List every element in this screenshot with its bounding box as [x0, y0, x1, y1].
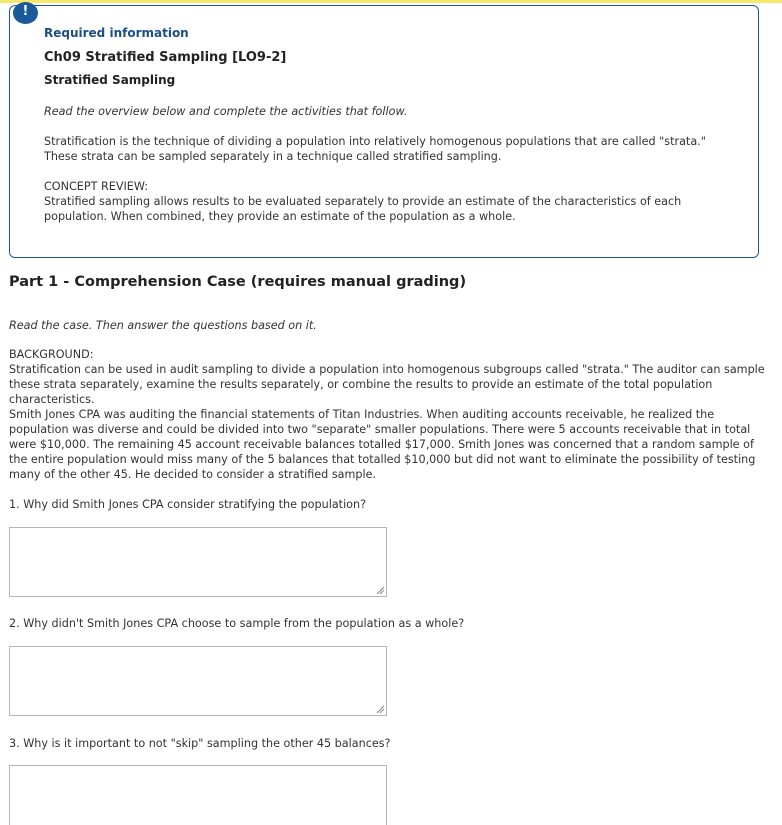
case-instruction: Read the case. Then answer the questions based on it. — [9, 319, 317, 332]
overview-paragraph-line: Stratification is the technique of dividing a population into relatively homogenous populations that are called "strata." — [44, 135, 706, 148]
background-line: population was diverse and could be divided into two "separate" smaller populations. There were 5 accounts receivable that in total — [9, 423, 751, 436]
overview-instruction: Read the overview below and complete the activities that follow. — [44, 105, 408, 118]
chapter-title: Ch09 Stratified Sampling [LO9-2] — [44, 50, 287, 65]
background-line: these strata separately, examine the results separately, or combine the results to provide an estimate of the total population — [9, 378, 713, 391]
background-line: many of the other 45. He decided to consider a stratified sample. — [9, 468, 377, 481]
resize-handle-icon[interactable] — [376, 705, 385, 714]
resize-handle-icon[interactable] — [376, 586, 385, 595]
answer-3-textarea[interactable] — [9, 765, 387, 825]
concept-review-line: Stratified sampling allows results to be evaluated separately to provide an estimate of the characteristics of each — [44, 195, 682, 208]
background-line: were $10,000. The remaining 45 account receivable balances totalled $17,000. Smith Jones was concerned that a random sample of — [9, 438, 754, 451]
question-3-text: 3. Why is it important to not "skip" sampling the other 45 balances? — [9, 737, 391, 750]
question-1-text: 1. Why did Smith Jones CPA consider stratifying the population? — [9, 498, 367, 511]
top-highlight-bar — [0, 0, 782, 3]
concept-review-label: CONCEPT REVIEW: — [44, 180, 149, 193]
part1-heading: Part 1 - Comprehension Case (requires manual grading) — [9, 274, 467, 290]
overview-paragraph-line: These strata can be sampled separately in a technique called stratified sampling. — [44, 150, 502, 163]
required-info-panel — [9, 5, 759, 258]
background-label: BACKGROUND: — [9, 348, 94, 361]
section-title: Stratified Sampling — [44, 73, 176, 87]
question-2-text: 2. Why didn't Smith Jones CPA choose to sample from the population as a whole? — [9, 617, 465, 630]
concept-review-line: population. When combined, they provide an estimate of the population as a whole. — [44, 210, 516, 223]
background-line: Smith Jones CPA was auditing the financial statements of Titan Industries. When auditing accounts receivable, he realized the — [9, 408, 715, 421]
required-info-label: Required information — [44, 26, 189, 40]
answer-1-textarea[interactable] — [9, 527, 387, 597]
background-line: Stratification can be used in audit sampling to divide a population into homogenous subgroups called "strata." The auditor can sample — [9, 363, 765, 376]
background-line: characteristics. — [9, 393, 95, 406]
alert-icon: ! — [13, 2, 38, 24]
background-line: the entire population would miss many of the 5 balances that totalled $10,000 but did not want to eliminate the possibility of testing — [9, 453, 756, 466]
answer-2-textarea[interactable] — [9, 646, 387, 716]
